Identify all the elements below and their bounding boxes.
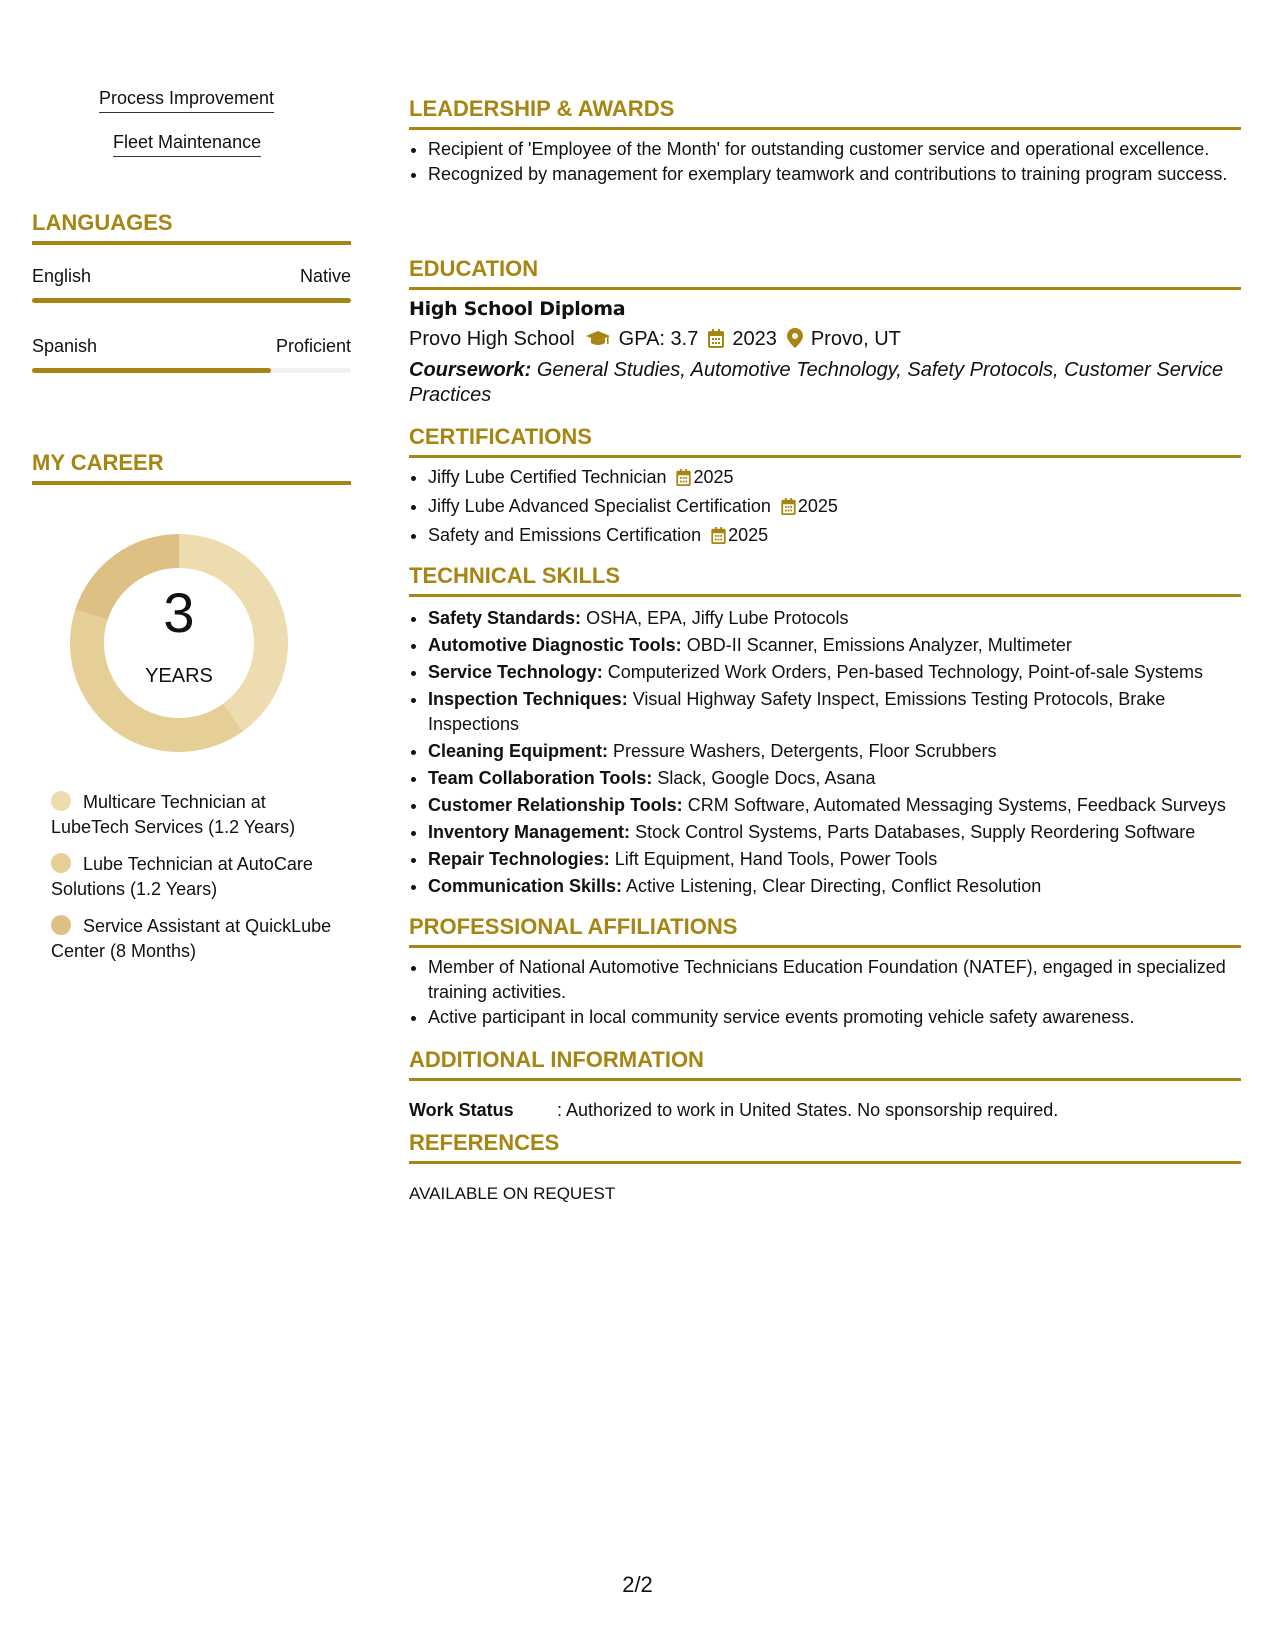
skill-value: Slack, Google Docs, Asana bbox=[657, 768, 876, 788]
education-coursework bbox=[409, 358, 1241, 408]
certifications-title: CERTIFICATIONS bbox=[409, 424, 1241, 458]
skill-label: Service Technology: bbox=[428, 662, 603, 682]
list-item bbox=[428, 523, 1260, 551]
career-legend-text: Service Assistant at QuickLube Center (8 Months) bbox=[51, 916, 332, 961]
skill-item bbox=[428, 847, 1260, 872]
education-gpa: GPA: 3.7 bbox=[618, 328, 699, 350]
additional-info-title: ADDITIONAL INFORMATION bbox=[409, 1047, 1241, 1081]
career-donut-chart bbox=[66, 530, 292, 756]
education-title: EDUCATION bbox=[409, 256, 1241, 290]
skill-item bbox=[428, 820, 1260, 845]
skill-label: Communication Skills: bbox=[428, 876, 623, 896]
work-status-label: Work Status bbox=[409, 1100, 514, 1120]
coursework-text: General Studies, Automotive Technology, Safety Protocols, Customer Service Practices bbox=[409, 359, 1224, 406]
list-item: • Recognized by management for exemplary teamwork and contributions to training program success. bbox=[428, 162, 1260, 187]
skill-item bbox=[428, 633, 1260, 658]
skill-value: CRM Software, Automated Messaging Systems, Feedback Surveys bbox=[687, 795, 1226, 815]
skill-label: Team Collaboration Tools: bbox=[428, 768, 653, 788]
career-legend-item bbox=[51, 914, 341, 964]
skill-tag: Fleet Maintenance bbox=[113, 132, 261, 157]
legend-dot-icon bbox=[51, 791, 71, 811]
language-bar bbox=[32, 298, 351, 303]
skill-item bbox=[428, 739, 1260, 764]
career-legend-text: Multicare Technician at LubeTech Services (1.2 Years) bbox=[51, 792, 296, 837]
skill-item bbox=[428, 606, 1260, 631]
legend-dot-icon bbox=[51, 915, 71, 935]
skill-value: OSHA, EPA, Jiffy Lube Protocols bbox=[586, 608, 849, 628]
work-status-value: : Authorized to work in United States. No sponsorship required. bbox=[557, 1100, 1059, 1120]
career-legend-item bbox=[51, 852, 341, 902]
calendar-icon bbox=[676, 468, 691, 493]
language-level: Proficient bbox=[275, 336, 351, 356]
certification-year: 2025 bbox=[693, 467, 734, 487]
skill-tag: Process Improvement bbox=[99, 88, 274, 113]
language-name: Spanish bbox=[32, 336, 98, 356]
certification-name: Jiffy Lube Certified Technician bbox=[428, 467, 667, 487]
skill-label: Repair Technologies: bbox=[428, 849, 610, 869]
skill-value: Computerized Work Orders, Pen-based Technology, Point-of-sale Systems bbox=[607, 662, 1203, 682]
list-item: • Member of National Automotive Technicians Education Foundation (NATEF), engaged in specialized training activities. bbox=[428, 955, 1260, 1005]
affiliations-list bbox=[409, 955, 1260, 1030]
skill-label: Safety Standards: bbox=[428, 608, 582, 628]
skill-value: Lift Equipment, Hand Tools, Power Tools bbox=[614, 849, 938, 869]
calendar-icon bbox=[708, 329, 724, 354]
references-text: AVAILABLE ON REQUEST bbox=[409, 1184, 616, 1203]
education-degree: High School Diploma bbox=[409, 298, 626, 320]
skill-item bbox=[428, 766, 1260, 791]
skill-label: Inspection Techniques: bbox=[428, 689, 628, 709]
language-bar-fill bbox=[32, 298, 351, 303]
career-title: MY CAREER bbox=[32, 450, 351, 485]
certification-year: 2025 bbox=[797, 496, 838, 516]
language-row bbox=[32, 266, 351, 287]
skill-label: Inventory Management: bbox=[428, 822, 631, 842]
education-meta bbox=[409, 328, 901, 354]
skill-label: Automotive Diagnostic Tools: bbox=[428, 635, 682, 655]
list-item bbox=[428, 465, 1260, 493]
languages-title: LANGUAGES bbox=[32, 210, 351, 245]
skill-value: Stock Control Systems, Parts Databases, Supply Reordering Software bbox=[635, 822, 1196, 842]
page-number: 2/2 bbox=[622, 1572, 653, 1597]
technical-skills-title: TECHNICAL SKILLS bbox=[409, 563, 1241, 597]
language-bar bbox=[32, 368, 351, 373]
work-status bbox=[409, 1100, 1058, 1121]
language-name: English bbox=[32, 266, 92, 286]
list-item: • Active participant in local community service events promoting vehicle safety awareness. bbox=[428, 1005, 1260, 1030]
skill-item bbox=[428, 874, 1260, 899]
language-level: Native bbox=[299, 266, 351, 286]
certification-name: Safety and Emissions Certification bbox=[428, 525, 702, 545]
calendar-icon bbox=[781, 497, 796, 522]
career-legend-item bbox=[51, 790, 341, 840]
career-years-value: 3 bbox=[163, 581, 195, 644]
skill-item bbox=[428, 687, 1260, 737]
career-legend-text: Lube Technician at AutoCare Solutions (1.2 Years) bbox=[51, 854, 313, 899]
certification-year: 2025 bbox=[728, 525, 769, 545]
skill-value: Active Listening, Clear Directing, Conflict Resolution bbox=[626, 876, 1042, 896]
skill-label: Customer Relationship Tools: bbox=[428, 795, 683, 815]
list-item: • Recipient of 'Employee of the Month' for outstanding customer service and operational excellence. bbox=[428, 137, 1260, 162]
technical-skills-list bbox=[409, 606, 1260, 899]
calendar-icon bbox=[711, 526, 726, 551]
legend-dot-icon bbox=[51, 853, 71, 873]
graduation-cap-icon bbox=[585, 330, 611, 354]
career-years-unit: YEARS bbox=[145, 665, 213, 687]
certifications-list bbox=[409, 465, 1260, 551]
coursework-label: Coursework: bbox=[409, 359, 532, 381]
skill-label: Cleaning Equipment: bbox=[428, 741, 608, 761]
skill-item bbox=[428, 660, 1260, 685]
certification-name: Jiffy Lube Advanced Specialist Certification bbox=[428, 496, 771, 516]
education-school: Provo High School bbox=[409, 328, 575, 350]
education-location: Provo, UT bbox=[810, 328, 901, 350]
language-row bbox=[32, 336, 351, 357]
skill-value: OBD-II Scanner, Emissions Analyzer, Multimeter bbox=[686, 635, 1072, 655]
location-pin-icon bbox=[787, 328, 803, 354]
skill-item bbox=[428, 793, 1260, 818]
leadership-title: LEADERSHIP & AWARDS bbox=[409, 96, 1241, 130]
leadership-list bbox=[409, 137, 1260, 187]
references-title: REFERENCES bbox=[409, 1130, 1241, 1164]
skill-value: Visual Highway Safety Inspect, Emissions Testing Protocols, Brake Inspections bbox=[428, 689, 1166, 734]
skill-value: Pressure Washers, Detergents, Floor Scrubbers bbox=[613, 741, 997, 761]
language-bar-fill bbox=[32, 368, 271, 373]
list-item bbox=[428, 494, 1260, 522]
education-year: 2023 bbox=[732, 328, 777, 350]
affiliations-title: PROFESSIONAL AFFILIATIONS bbox=[409, 914, 1241, 948]
